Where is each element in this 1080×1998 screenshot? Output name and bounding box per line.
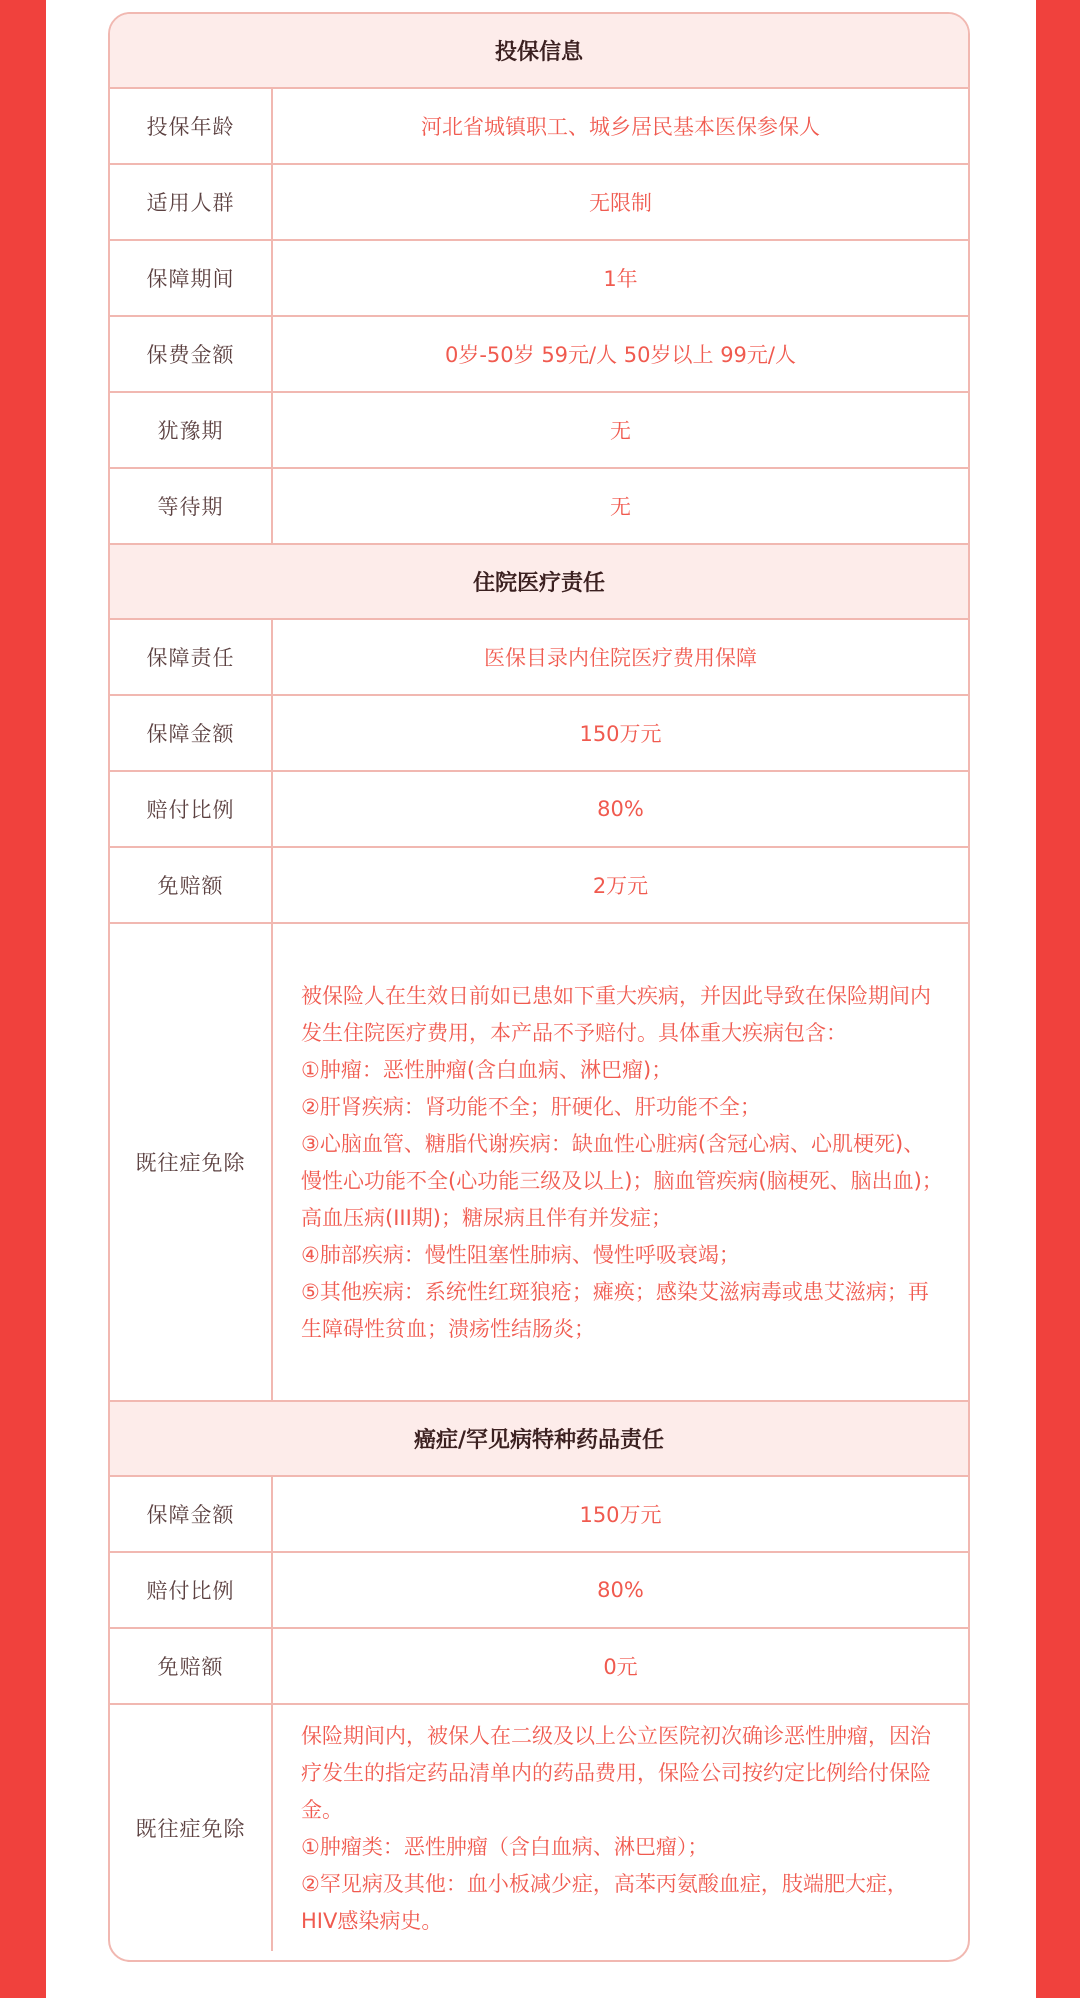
exclusion-paragraph: ②罕见病及其他：血小板减少症，高苯丙氨酸血症，肢端肥大症，HIV感染病史。	[301, 1872, 908, 1933]
table-row	[110, 620, 968, 696]
row-label: 既往症免除	[110, 924, 273, 1400]
exclusion-paragraph: ④肺部疾病：慢性阻塞性肺病、慢性呼吸衰竭；	[301, 1243, 740, 1267]
row-label: 免赔额	[110, 1629, 273, 1703]
exclusion-paragraph: 被保险人在生效日前如已患如下重大疾病，并因此导致在保险期间内发生住院医疗费用，本产品不予赔付。具体重大疾病包含：	[301, 984, 931, 1045]
row-value: 2万元	[592, 874, 649, 898]
table-row	[110, 848, 968, 924]
table-row	[110, 89, 968, 165]
exclusion-paragraph: ③心脑血管、糖脂代谢疾病：缺血性心脏病(含冠心病、心肌梗死)、慢性心功能不全(心功能三级及以上)；脑血管疾病(脑梗死、脑出血)；高血压病(III期)；糖尿病且伴有并发症；	[301, 1132, 943, 1230]
exclusion-paragraph: ①肿瘤类：恶性肿瘤（含白血病、淋巴瘤）；	[301, 1835, 709, 1859]
row-value: 无限制	[589, 191, 652, 215]
section-header-policy-info	[110, 14, 968, 89]
section-header-hospital-liability	[110, 545, 968, 620]
row-label: 既往症免除	[110, 1705, 273, 1951]
row-value: 无	[610, 419, 631, 443]
exclusion-text	[273, 924, 968, 1400]
table-row	[110, 241, 968, 317]
row-value: 80%	[597, 1578, 644, 1602]
row-value: 80%	[597, 797, 644, 821]
row-value: 医保目录内住院医疗费用保障	[484, 646, 757, 670]
row-label: 适用人群	[110, 165, 273, 239]
row-label: 免赔额	[110, 848, 273, 922]
table-row	[110, 772, 968, 848]
table-row	[110, 317, 968, 393]
table-row	[110, 696, 968, 772]
row-value: 1年	[603, 267, 638, 291]
table-row-exclusion	[110, 1705, 968, 1951]
row-value: 无	[610, 495, 631, 519]
table-row	[110, 1629, 968, 1705]
insurance-info-table	[108, 12, 970, 1962]
row-label: 保障责任	[110, 620, 273, 694]
row-value: 0岁-50岁 59元/人 50岁以上 99元/人	[444, 343, 796, 367]
row-label: 等待期	[110, 469, 273, 543]
exclusion-paragraph: ⑤其他疾病：系统性红斑狼疮；瘫痪；感染艾滋病毒或患艾滋病；再生障碍性贫血；溃疡性结肠炎；	[301, 1280, 929, 1341]
section-title: 投保信息	[494, 40, 583, 65]
row-label: 赔付比例	[110, 1553, 273, 1627]
row-label: 保费金额	[110, 317, 273, 391]
row-label: 赔付比例	[110, 772, 273, 846]
row-value: 150万元	[579, 722, 662, 746]
row-label: 犹豫期	[110, 393, 273, 467]
row-label: 保障金额	[110, 696, 273, 770]
row-value: 150万元	[579, 1503, 662, 1527]
exclusion-paragraph: ②肝肾疾病：肾功能不全；肝硬化、肝功能不全；	[301, 1095, 761, 1119]
table-row	[110, 469, 968, 545]
row-value: 0元	[603, 1655, 638, 1679]
row-label: 保障期间	[110, 241, 273, 315]
exclusion-text	[273, 1705, 968, 1951]
table-row	[110, 393, 968, 469]
section-header-drug-liability	[110, 1402, 968, 1477]
row-value: 河北省城镇职工、城乡居民基本医保参保人	[421, 115, 820, 139]
table-row-exclusion	[110, 924, 968, 1402]
table-row	[110, 1553, 968, 1629]
row-label: 保障金额	[110, 1477, 273, 1551]
table-row	[110, 1477, 968, 1553]
table-row	[110, 165, 968, 241]
section-title: 住院医疗责任	[472, 571, 605, 596]
section-title: 癌症/罕见病特种药品责任	[413, 1428, 665, 1453]
exclusion-paragraph: 保险期间内，被保人在二级及以上公立医院初次确诊恶性肿瘤，因治疗发生的指定药品清单内的药品费用，保险公司按约定比例给付保险金。	[301, 1724, 931, 1822]
row-label: 投保年龄	[110, 89, 273, 163]
exclusion-paragraph: ①肿瘤：恶性肿瘤(含白血病、淋巴瘤)；	[301, 1058, 673, 1082]
